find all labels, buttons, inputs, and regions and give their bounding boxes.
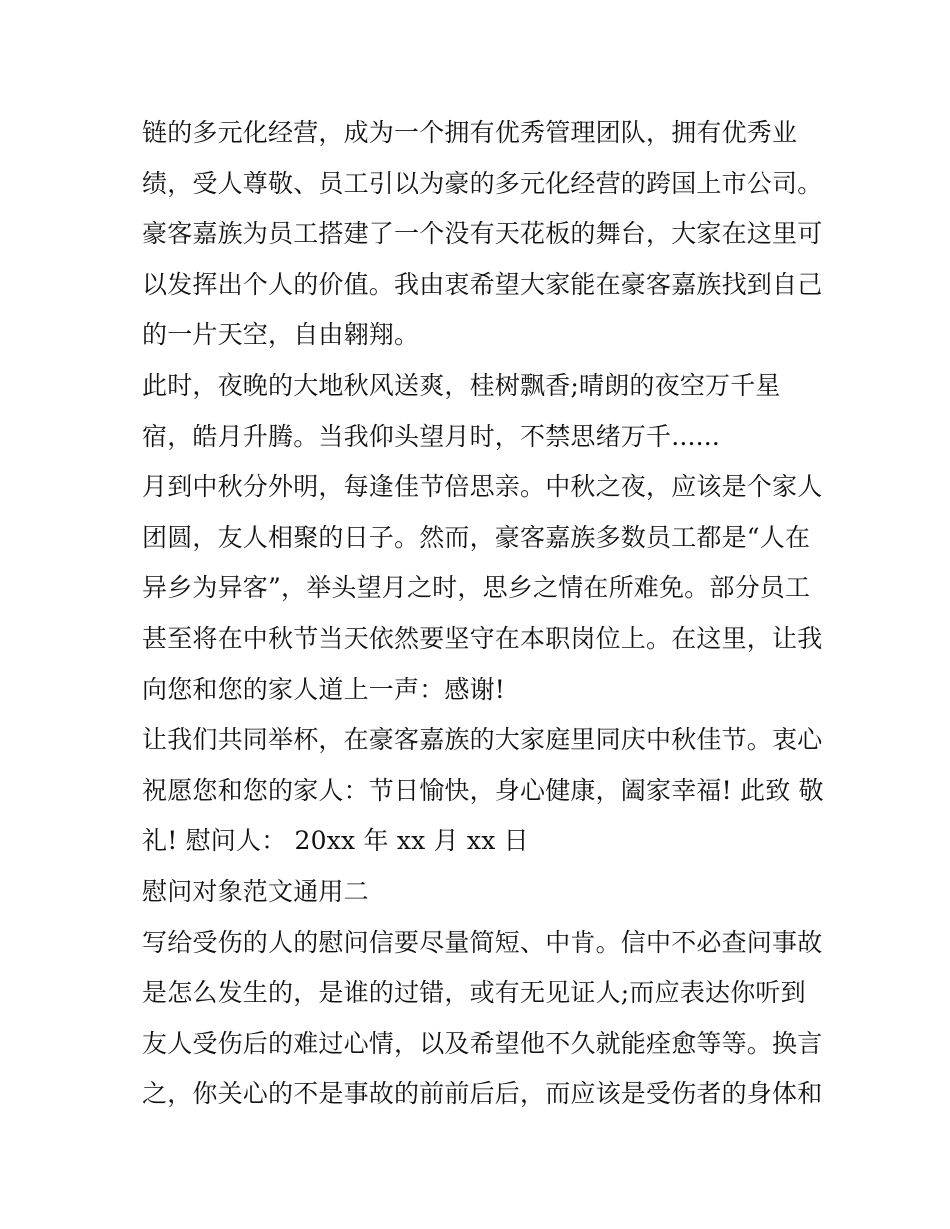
- section-heading: 慰问对象范文通用二: [142, 876, 369, 906]
- text-line: 豪客嘉族为员工搭建了一个没有天花板的舞台，大家在这里可: [142, 219, 823, 249]
- text-line: 友人受伤后的难过心情，以及希望他不久就能痊愈等等。换言: [142, 1028, 823, 1058]
- text-line: 此时，夜晚的大地秋风送爽，桂树飘香;晴朗的夜空万千星: [142, 370, 781, 400]
- text-line: 让我们共同举杯，在豪客嘉族的大家庭里同庆中秋佳节。衷心: [142, 725, 823, 755]
- text-line: 祝愿您和您的家人：节日愉快，身心健康，阖家幸福! 此致 敬: [142, 775, 824, 805]
- document-body: [142, 108, 822, 1120]
- text-line: 宿，皓月升腾。当我仰头望月时，不禁思绪万千......: [142, 421, 721, 451]
- text-line: 月到中秋分外明，每逢佳节倍思亲。中秋之夜，应该是个家人: [142, 472, 823, 502]
- text-line: 礼! 慰问人： 20xx 年 xx 月 xx 日: [142, 826, 529, 856]
- text-line: 之，你关心的不是事故的前前后后，而应该是受伤者的身体和: [142, 1079, 823, 1109]
- text-line: 绩，受人尊敬、员工引以为豪的多元化经营的跨国上市公司。: [142, 168, 823, 198]
- text-line: 团圆，友人相聚的日子。然而，豪客嘉族多数员工都是“人在: [142, 522, 811, 552]
- text-line: 甚至将在中秋节当天依然要坚守在本职岗位上。在这里，让我: [142, 623, 823, 653]
- text-line: 链的多元化经营，成为一个拥有优秀管理团队，拥有优秀业: [142, 118, 798, 147]
- text-line: 写给受伤的人的慰问信要尽量简短、中肯。信中不必查问事故: [142, 927, 823, 957]
- text-line: 异乡为异客”，举头望月之时，思乡之情在所难免。部分员工: [142, 573, 811, 603]
- text-line: 向您和您的家人道上一声：感谢!: [142, 674, 506, 704]
- text-line: 以发挥出个人的价值。我由衷希望大家能在豪客嘉族找到自己: [142, 269, 823, 299]
- text-line: 是怎么发生的，是谁的过错，或有无见证人;而应表达你听到: [142, 978, 806, 1008]
- text-line: 的一片天空，自由翱翔。: [142, 320, 420, 350]
